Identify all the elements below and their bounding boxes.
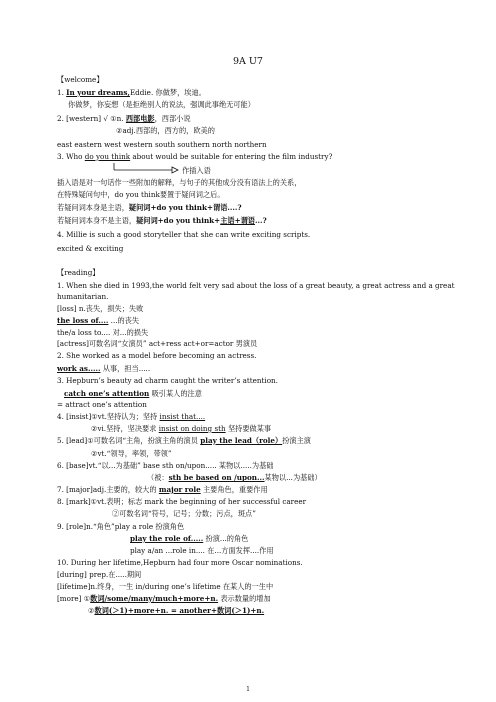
text-line — [57, 582, 273, 591]
text-segment: the/a loss to.... 对...的损失 — [57, 328, 149, 337]
text-segment: （被： — [147, 473, 169, 482]
arrow-icon — [112, 162, 182, 176]
text-line — [57, 152, 332, 161]
text-segment: 数词/some/many/much+more+n. — [90, 594, 219, 603]
text-segment: [during] prep.在.....期间 — [57, 570, 142, 579]
text-segment: play the role of..... — [130, 534, 204, 543]
text-segment: the loss of.... — [57, 316, 109, 325]
text-line — [68, 100, 255, 109]
text-line — [182, 166, 211, 175]
text-segment: humanitarian. — [57, 292, 109, 301]
text-segment: do you think — [84, 152, 131, 161]
text-line — [57, 558, 303, 567]
text-segment: 主要角色，重要作用 — [200, 485, 268, 494]
text-line — [147, 473, 322, 482]
text-line — [57, 281, 455, 290]
text-segment: 表示数量的增加 — [218, 594, 271, 603]
text-segment: Eddie. 你做梦，埃迪。 — [129, 88, 206, 97]
text-line — [57, 114, 191, 123]
text-segment: 6. [base]vt.“以...为基础” base sth on/upon..... 某物以.....为基础 — [57, 461, 274, 470]
text-line — [116, 126, 215, 135]
text-segment: [actress]可数名词“女演员” act+ress act+or=actor 男演员 — [57, 339, 258, 348]
text-segment: ...? — [254, 216, 267, 225]
text-segment: excited & exciting — [57, 244, 124, 253]
text-segment: 【reading】 — [57, 268, 100, 277]
text-segment: play a/an ...role in.... 在...方面发挥....作用 — [130, 546, 274, 555]
text-segment: 插入语是对一句话作一些附加的解释，与句子的其他成分没有语法上的关系， — [57, 178, 302, 187]
text-segment: 在特殊疑问句中，do you think要置于疑问词之后。 — [57, 190, 225, 199]
page-number: 1 — [246, 686, 250, 693]
text-line — [112, 509, 256, 518]
text-line — [57, 412, 205, 421]
text-segment: 坚持要做某事 — [225, 424, 272, 433]
text-segment: 主语+谓语 — [220, 216, 255, 225]
text-segment: 【welcome】 — [57, 75, 104, 84]
text-line — [88, 606, 264, 615]
text-segment: 疑问词+do you think+谓语....? — [128, 203, 242, 212]
text-segment: 2. She worked as a model before becoming an actress. — [57, 351, 257, 360]
text-line — [57, 292, 108, 301]
text-segment: work as..... — [57, 364, 101, 373]
text-segment: 3. Hepburn’s beauty ad charm caught the writer’s attention. — [57, 376, 278, 385]
text-segment: 7. [major]adj.主要的，较大的 — [57, 485, 159, 494]
text-segment: 2. [western] √ ①n. — [57, 114, 126, 123]
text-line — [57, 216, 267, 225]
text-line — [57, 522, 184, 531]
text-segment: 扮演...的角色 — [203, 534, 249, 543]
text-line — [57, 316, 139, 325]
text-line — [57, 140, 267, 149]
text-segment: 若疑问词本身不是主语， — [57, 216, 137, 225]
text-segment: [loss] n.丧失，损失；失败 — [57, 304, 144, 313]
text-segment: sth be based on /upon... — [168, 473, 265, 482]
text-segment: catch one’s attention — [64, 389, 150, 398]
text-line — [57, 304, 143, 313]
text-segment: insist that.... — [159, 412, 206, 421]
text-line — [57, 230, 310, 239]
page-title: 9A U7 — [233, 56, 263, 67]
text-line — [130, 534, 248, 543]
text-segment: 数词(＞1)+more+n. = another+数词(＞1)+n. — [94, 606, 265, 615]
text-segment: 西部电影 — [125, 114, 155, 123]
text-segment: ...的丧失 — [108, 316, 140, 325]
text-line — [57, 268, 99, 277]
text-line — [57, 376, 278, 385]
text-line — [57, 328, 148, 337]
text-segment: 5. [lead]①可数名词“主角，扮演主角的演员 — [57, 436, 201, 445]
text-line — [57, 351, 256, 360]
text-line — [64, 389, 202, 398]
text-segment: 8. [mark]①vt.表明；标志 mark the beginning of her successful career — [57, 497, 307, 506]
text-segment: ② — [88, 606, 95, 615]
text-line — [57, 594, 271, 603]
text-line — [57, 570, 141, 579]
text-segment: ②vt.“领导，率领，带领” — [91, 449, 172, 458]
text-segment: about would be suitable for entering the film industry? — [130, 152, 333, 161]
text-line — [57, 485, 268, 494]
text-segment: 作插入语 — [182, 166, 211, 175]
text-segment: 你做梦，你妄想（是拒绝别人的说法，强调此事绝无可能） — [68, 100, 255, 109]
text-segment: east eastern west western south southern north northern — [57, 140, 267, 149]
text-segment: [more] ① — [57, 594, 91, 603]
text-segment: 4. Millie is such a good storyteller that she can write exciting scripts. — [57, 230, 311, 239]
text-line — [57, 190, 225, 199]
text-line — [130, 546, 274, 555]
text-segment: 9. [role]n.“角色”play a role 扮演角色 — [57, 522, 185, 531]
text-segment: 10. During her lifetime,Hepburn had four more Oscar nominations. — [57, 558, 303, 567]
text-line — [57, 436, 311, 445]
text-line — [57, 400, 147, 409]
text-segment: 3. Who — [57, 152, 85, 161]
text-segment: = attract one’s attention — [57, 400, 147, 409]
text-segment: play the lead（role） — [200, 436, 283, 445]
text-segment: 扮演主演 — [282, 436, 311, 445]
text-line — [57, 497, 306, 506]
text-segment: ，西部小说 — [154, 114, 191, 123]
text-segment: [lifetime]n.终身，一生 in/during one’s lifetime 在某人的一生中 — [57, 582, 274, 591]
text-segment: major role — [158, 485, 201, 494]
text-segment: 4. [insist]①vt.坚持认为；坚持 — [57, 412, 160, 421]
text-line — [57, 88, 206, 97]
text-line — [91, 424, 271, 433]
text-line — [57, 364, 150, 373]
text-line — [57, 461, 273, 470]
text-segment: 某物以...为基础） — [264, 473, 322, 482]
text-segment: 吸引某人的注意 — [149, 389, 202, 398]
text-segment: 疑问词+do you think+ — [136, 216, 221, 225]
text-line — [91, 449, 172, 458]
text-segment: 从事，担当..... — [100, 364, 151, 373]
text-segment: insist on doing sth — [158, 424, 226, 433]
text-segment: 1. When she died in 1993,the world felt very sad about the loss of a great beauty, a great actress and a great — [57, 281, 455, 290]
text-segment: ②可数名词“符号，记号；分数；污点，斑点” — [112, 509, 256, 518]
text-line — [57, 178, 301, 187]
text-line — [57, 75, 104, 84]
text-segment: ②vi.坚持，坚决要求 — [91, 424, 159, 433]
text-segment: ②adj.西部的，西方的，欧美的 — [116, 126, 215, 135]
text-segment: 1. — [57, 88, 67, 97]
text-line — [57, 203, 242, 212]
text-line — [57, 339, 257, 348]
text-segment: In your dreams, — [66, 88, 130, 97]
text-line — [57, 244, 123, 253]
text-segment: 若疑问词本身是主语， — [57, 203, 129, 212]
